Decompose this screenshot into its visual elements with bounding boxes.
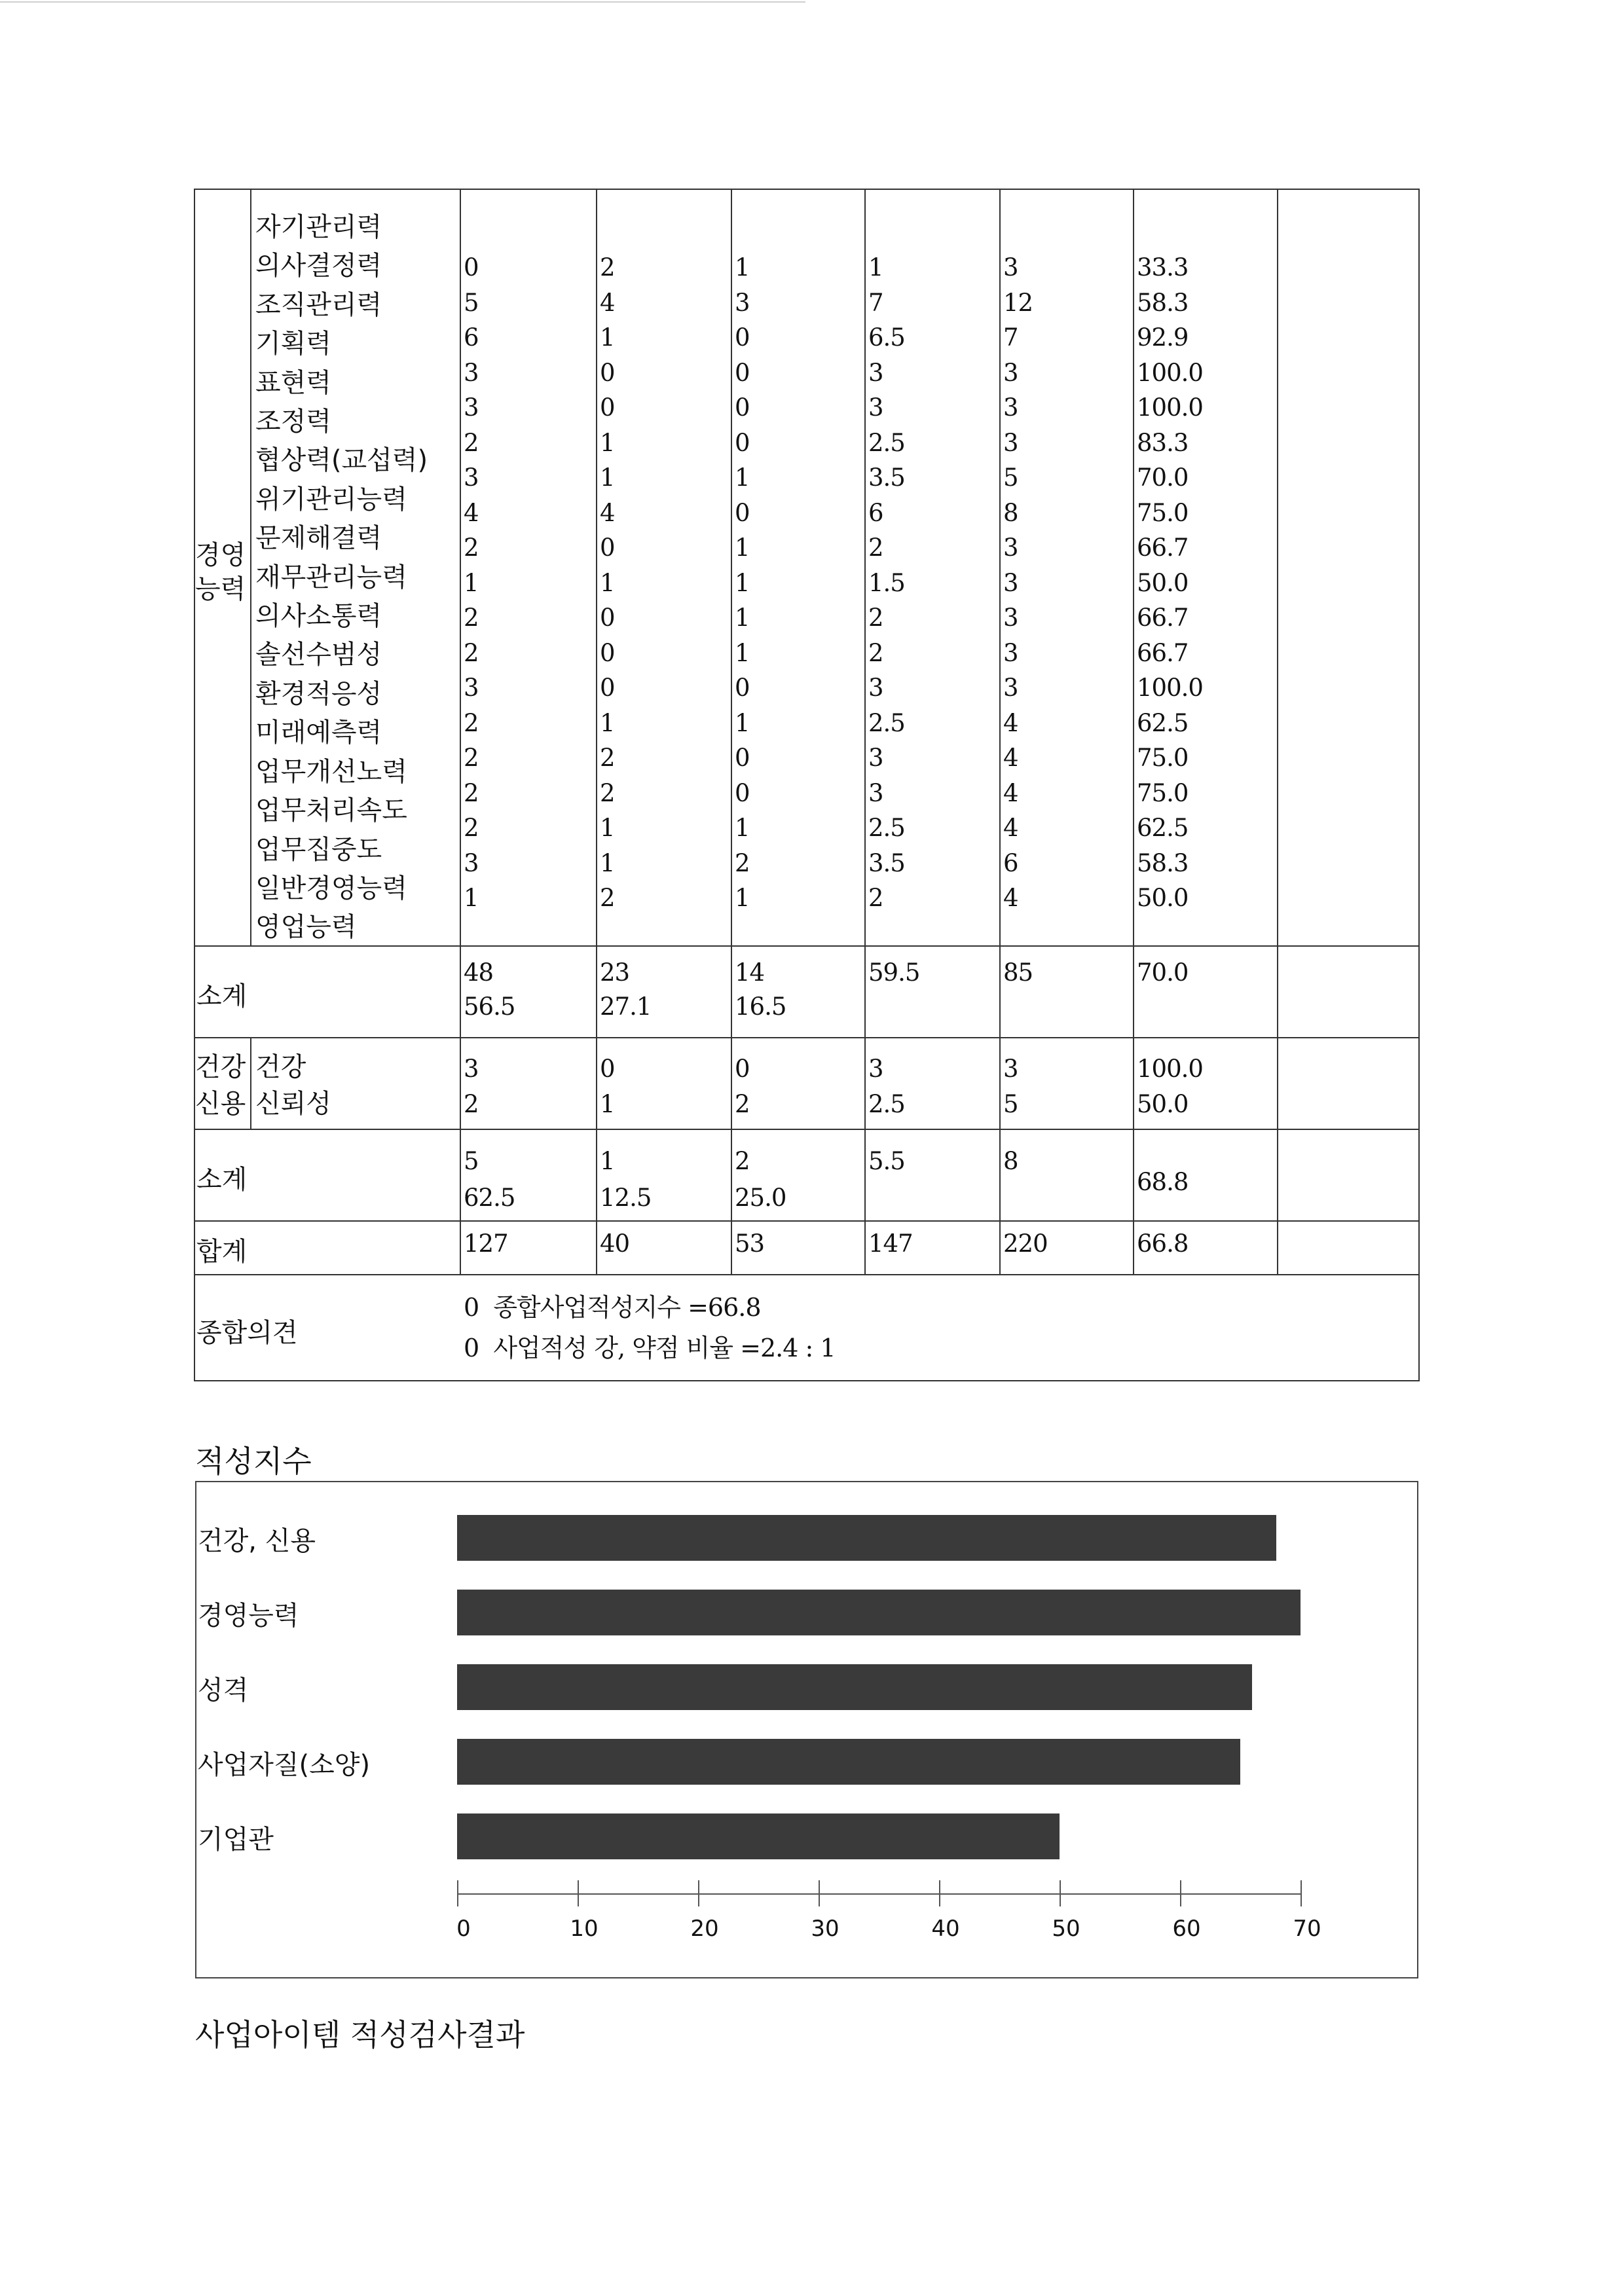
value-cell: 2 [868,534,883,562]
value-cell: 7 [1003,323,1018,352]
value-cell: 3 [868,778,883,807]
item-name: 업무개선노력 [255,756,407,787]
value-cell: 2 [464,604,479,632]
x-tick [1301,1880,1302,1906]
value-cell: 1 [868,253,883,282]
value-cell: 3 [735,288,750,317]
value-cell: 100.0 [1137,393,1203,422]
value-cell: 0 [600,604,615,632]
item-name: 업무집중도 [255,834,382,865]
value-cell: 0 [600,393,615,422]
value-cell: 58.3 [1137,848,1189,877]
value-cell: 0 [735,744,750,772]
value-cell: 3 [464,674,479,702]
subtotal-cell: 48 56.5 [464,958,515,1021]
health-cell: 3 2.5 [868,1055,905,1118]
item-name: 재무관리능력 [255,562,407,592]
value-cell: 0 [600,638,615,667]
value-cell: 3.5 [868,464,905,492]
value-cell: 92.9 [1137,323,1189,352]
health-cell: 100.0 50.0 [1137,1055,1203,1118]
value-column [1137,250,1203,916]
subtotal-label: 소계 [196,981,248,1011]
health-group-label: 건강 신용 [195,1052,246,1119]
value-cell: 1 [464,884,479,912]
value-cell: 5 [1003,464,1018,492]
value-cell: 2 [600,884,615,912]
value-cell: 4 [464,498,479,527]
item-name: 위기관리능력 [255,484,407,515]
value-cell: 2 [464,708,479,737]
aptitude-index-chart [195,1481,1418,1978]
value-cell: 6.5 [868,323,905,352]
value-cell: 3 [1003,358,1018,387]
value-cell: 1 [735,568,750,597]
value-cell: 0 [735,778,750,807]
value-cell: 3 [464,464,479,492]
value-cell: 2.5 [868,708,905,737]
value-cell: 0 [735,323,750,352]
subtotal-cell: 14 16.5 [735,958,786,1021]
total-label: 합계 [196,1237,248,1267]
x-tick-label: 40 [931,1916,960,1942]
total-cell: 147 [868,1230,913,1258]
value-cell: 6 [464,323,479,352]
value-cell: 66.7 [1137,534,1189,562]
value-cell: 75.0 [1137,744,1189,772]
subtotal-cell: 59.5 [868,958,920,987]
bar [457,1739,1240,1785]
value-cell: 3 [1003,568,1018,597]
value-cell: 1 [735,638,750,667]
value-cell: 62.5 [1137,814,1189,842]
value-cell: 1 [735,708,750,737]
subtotal-cell: 8 [1003,1147,1018,1175]
health-cell: 0 2 [735,1055,750,1118]
value-cell: 1 [464,568,479,597]
value-cell: 0 [735,498,750,527]
category-label: 사업자질(소양) [198,1750,371,1780]
value-cell: 8 [1003,498,1018,527]
category-label: 경영능력 [198,1601,299,1631]
value-cell: 3 [1003,393,1018,422]
value-cell: 3 [1003,253,1018,282]
value-cell: 100.0 [1137,674,1203,702]
opinion-line-2: 0 사업적성 강, 약점 비율 =2.4 : 1 [464,1334,836,1362]
value-cell: 1 [735,534,750,562]
value-cell: 4 [1003,884,1018,912]
subtotal-cell: 5.5 [868,1147,905,1175]
category-label: 기업관 [198,1825,274,1855]
health-items: 건강 신뢰성 [255,1052,331,1119]
item-name: 기획력 [255,329,331,359]
item-name: 미래예측력 [255,718,382,748]
value-cell: 2 [464,534,479,562]
item-name: 자기관리력 [255,212,382,242]
subtotal-cell: 1 12.5 [600,1147,652,1212]
top-scan-line [0,1,805,3]
value-cell: 2 [868,884,883,912]
value-cell: 1 [600,464,615,492]
value-cell: 7 [868,288,883,317]
aptitude-table [194,189,1420,1381]
value-cell: 2 [464,814,479,842]
value-cell: 1 [735,464,750,492]
x-tick [819,1880,820,1906]
subtotal-cell: 85 [1003,958,1033,987]
value-cell: 1 [600,428,615,457]
value-cell: 50.0 [1137,568,1189,597]
value-cell: 66.7 [1137,638,1189,667]
subtotal-cell: 68.8 [1137,1168,1189,1196]
item-name: 업무처리속도 [255,795,407,826]
value-cell: 5 [464,288,479,317]
section-label-management: 경영 능력 [195,540,246,604]
value-cell: 6 [1003,848,1018,877]
value-cell: 2 [868,604,883,632]
x-tick [578,1880,579,1906]
x-tick-label: 50 [1052,1916,1080,1942]
value-cell: 4 [600,288,615,317]
item-name: 환경적응성 [255,678,382,709]
value-cell: 2 [464,744,479,772]
value-cell: 1 [735,253,750,282]
health-cell: 3 5 [1003,1055,1018,1118]
value-cell: 0 [600,534,615,562]
bar [457,1515,1276,1561]
value-cell: 3 [1003,638,1018,667]
value-cell: 0 [600,358,615,387]
value-column [600,250,615,916]
value-cell: 75.0 [1137,498,1189,527]
item-name: 조정력 [255,407,331,437]
x-tick-label: 20 [690,1916,719,1942]
subtotal-label: 소계 [196,1165,248,1195]
x-tick-label: 60 [1172,1916,1201,1942]
value-cell: 4 [1003,778,1018,807]
item-name: 조직관리력 [255,289,382,320]
value-cell: 2 [464,428,479,457]
value-cell: 3 [868,744,883,772]
value-cell: 62.5 [1137,708,1189,737]
value-cell: 0 [735,428,750,457]
value-column [868,250,905,916]
item-name: 의사소통력 [255,601,382,632]
value-cell: 70.0 [1137,464,1189,492]
item-name: 표현력 [255,367,331,398]
value-cell: 0 [735,674,750,702]
value-column [464,250,479,916]
value-cell: 1 [600,568,615,597]
value-cell: 66.7 [1137,604,1189,632]
health-cell: 0 1 [600,1055,615,1118]
x-tick-label: 70 [1293,1916,1321,1942]
item-name: 협상력(교섭력) [255,445,428,476]
bar [457,1590,1301,1635]
value-cell: 50.0 [1137,884,1189,912]
subtotal-cell: 23 27.1 [600,958,652,1021]
value-cell: 0 [735,393,750,422]
value-cell: 0 [735,358,750,387]
value-cell: 2 [600,744,615,772]
value-cell: 1 [735,604,750,632]
item-name: 일반경영능력 [255,873,407,903]
opinion-line-1: 0 종합사업적성지수 =66.8 [464,1293,761,1322]
opinion-label: 종합의견 [196,1318,298,1348]
value-cell: 2 [600,253,615,282]
category-label: 성격 [198,1675,249,1705]
total-cell: 53 [735,1230,765,1258]
value-cell: 1 [600,848,615,877]
x-tick [457,1880,458,1906]
bar [457,1813,1060,1859]
value-cell: 4 [1003,744,1018,772]
value-column [735,250,750,916]
value-cell: 100.0 [1137,358,1203,387]
value-cell: 0 [600,674,615,702]
category-label: 건강, 신용 [198,1526,316,1556]
value-cell: 2 [868,638,883,667]
value-cell: 58.3 [1137,288,1189,317]
x-tick [1060,1880,1061,1906]
value-cell: 3 [1003,428,1018,457]
value-cell: 0 [464,253,479,282]
value-cell: 4 [1003,708,1018,737]
x-tick-label: 0 [456,1916,471,1942]
item-list [255,208,428,947]
value-cell: 1 [600,323,615,352]
value-cell: 3 [1003,674,1018,702]
x-axis-line [457,1893,1301,1895]
x-tick-label: 10 [570,1916,599,1942]
value-cell: 6 [868,498,883,527]
value-cell: 33.3 [1137,253,1189,282]
x-tick [939,1880,940,1906]
value-cell: 2.5 [868,814,905,842]
value-cell: 3 [868,393,883,422]
value-cell: 3 [464,848,479,877]
bar [457,1664,1252,1710]
total-cell: 220 [1003,1230,1048,1258]
value-cell: 3 [868,674,883,702]
value-cell: 2.5 [868,428,905,457]
item-name: 솔선수범성 [255,640,382,670]
chart-title: 적성지수 [195,1444,312,1479]
value-cell: 1 [600,814,615,842]
value-cell: 1.5 [868,568,905,597]
subtotal-cell: 70.0 [1137,958,1189,987]
value-cell: 75.0 [1137,778,1189,807]
item-name: 문제해결력 [255,523,382,554]
value-cell: 2 [735,848,750,877]
subtotal-cell: 2 25.0 [735,1147,786,1212]
subtotal-cell: 5 62.5 [464,1147,515,1212]
total-cell: 66.8 [1137,1230,1189,1258]
x-tick-label: 30 [811,1916,840,1942]
value-cell: 2 [464,778,479,807]
value-cell: 3 [464,393,479,422]
value-cell: 1 [600,708,615,737]
total-cell: 40 [600,1230,630,1258]
value-cell: 3.5 [868,848,905,877]
item-name: 영업능력 [255,912,357,943]
value-cell: 2 [464,638,479,667]
footer-title: 사업아이템 적성검사결과 [195,2017,525,2052]
value-cell: 3 [868,358,883,387]
value-cell: 4 [1003,814,1018,842]
value-cell: 1 [735,884,750,912]
total-cell: 127 [464,1230,508,1258]
item-name: 의사결정력 [255,251,382,282]
x-tick [698,1880,699,1906]
value-cell: 3 [464,358,479,387]
value-cell: 4 [600,498,615,527]
health-cell: 3 2 [464,1055,479,1118]
value-cell: 1 [735,814,750,842]
value-cell: 3 [1003,534,1018,562]
value-cell: 83.3 [1137,428,1189,457]
x-tick [1180,1880,1181,1906]
value-column [1003,250,1033,916]
value-cell: 2 [600,778,615,807]
value-cell: 3 [1003,604,1018,632]
value-cell: 12 [1003,288,1033,317]
